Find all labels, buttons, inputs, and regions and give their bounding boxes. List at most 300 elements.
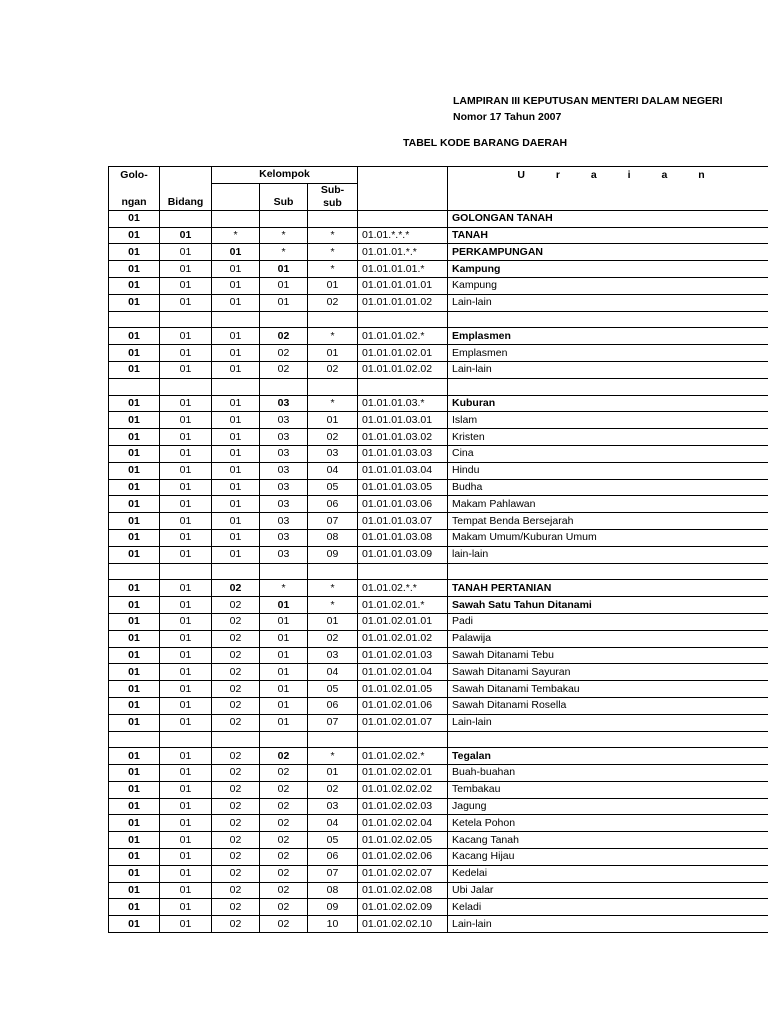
cell-subsub: * bbox=[308, 395, 358, 412]
cell-kelompok: 01 bbox=[212, 261, 260, 278]
cell-kode: 01.01.01.01.01 bbox=[358, 277, 448, 294]
cell-golongan: 01 bbox=[109, 597, 160, 614]
table-row bbox=[109, 580, 768, 597]
cell-bidang: 01 bbox=[160, 697, 212, 714]
cell-bidang: 01 bbox=[160, 529, 212, 546]
cell-subsub: 05 bbox=[308, 681, 358, 698]
cell-sub: 03 bbox=[260, 546, 308, 563]
cell-kelompok bbox=[212, 378, 260, 395]
cell-bidang: 01 bbox=[160, 865, 212, 882]
cell-kode: 01.01.01.03.04 bbox=[358, 462, 448, 479]
cell-kelompok: 01 bbox=[212, 345, 260, 362]
cell-kelompok: 01 bbox=[212, 479, 260, 496]
cell-kode: 01.01.02.02.07 bbox=[358, 865, 448, 882]
cell-kelompok: 01 bbox=[212, 513, 260, 530]
table-row bbox=[109, 462, 768, 479]
cell-kelompok: 02 bbox=[212, 714, 260, 731]
cell-sub: 01 bbox=[260, 261, 308, 278]
table-row bbox=[109, 361, 768, 378]
cell-golongan: 01 bbox=[109, 445, 160, 462]
cell-kode: 01.01.02.01.04 bbox=[358, 664, 448, 681]
table-row bbox=[109, 261, 768, 278]
cell-kelompok: 02 bbox=[212, 765, 260, 782]
cell-uraian: Buah-buahan bbox=[448, 765, 768, 782]
cell-uraian: Kacang Hijau bbox=[448, 849, 768, 866]
table-row bbox=[109, 563, 768, 580]
cell-golongan: 01 bbox=[109, 697, 160, 714]
cell-kode: 01.01.01.03.01 bbox=[358, 412, 448, 429]
cell-bidang: 01 bbox=[160, 815, 212, 832]
cell-uraian: Ubi Jalar bbox=[448, 882, 768, 899]
table-row bbox=[109, 395, 768, 412]
table-row bbox=[109, 479, 768, 496]
cell-kode: 01.01.02.01.02 bbox=[358, 630, 448, 647]
table-row bbox=[109, 798, 768, 815]
table-row bbox=[109, 865, 768, 882]
cell-subsub: * bbox=[308, 580, 358, 597]
cell-sub: 03 bbox=[260, 395, 308, 412]
cell-golongan: 01 bbox=[109, 630, 160, 647]
header-uraian: U r a i a n bbox=[448, 167, 768, 184]
cell-golongan bbox=[109, 311, 160, 328]
cell-golongan: 01 bbox=[109, 462, 160, 479]
cell-golongan: 01 bbox=[109, 395, 160, 412]
cell-kode: 01.01.02.01.05 bbox=[358, 681, 448, 698]
cell-golongan bbox=[109, 378, 160, 395]
cell-uraian bbox=[448, 563, 768, 580]
table-row bbox=[109, 210, 768, 227]
cell-uraian: Kampung bbox=[448, 261, 768, 278]
cell-golongan: 01 bbox=[109, 798, 160, 815]
cell-uraian: GOLONGAN TANAH bbox=[448, 210, 768, 227]
cell-kelompok bbox=[212, 731, 260, 748]
cell-bidang bbox=[160, 210, 212, 227]
cell-uraian: Makam Umum/Kuburan Umum bbox=[448, 529, 768, 546]
cell-bidang bbox=[160, 731, 212, 748]
cell-uraian: Sawah Ditanami Sayuran bbox=[448, 664, 768, 681]
cell-subsub: 02 bbox=[308, 361, 358, 378]
cell-uraian: lain-lain bbox=[448, 546, 768, 563]
cell-golongan: 01 bbox=[109, 412, 160, 429]
cell-golongan: 01 bbox=[109, 261, 160, 278]
header-kelompok-blank bbox=[212, 183, 260, 210]
cell-uraian: Sawah Ditanami Rosella bbox=[448, 697, 768, 714]
cell-golongan: 01 bbox=[109, 513, 160, 530]
cell-subsub: 02 bbox=[308, 630, 358, 647]
header-code-top bbox=[358, 167, 448, 184]
cell-golongan: 01 bbox=[109, 244, 160, 261]
cell-kelompok: 02 bbox=[212, 798, 260, 815]
cell-kode: 01.01.01.03.07 bbox=[358, 513, 448, 530]
cell-subsub: 01 bbox=[308, 277, 358, 294]
cell-golongan: 01 bbox=[109, 748, 160, 765]
cell-kelompok: 02 bbox=[212, 899, 260, 916]
cell-subsub: 08 bbox=[308, 529, 358, 546]
cell-sub: 01 bbox=[260, 630, 308, 647]
cell-subsub: * bbox=[308, 261, 358, 278]
cell-bidang: 01 bbox=[160, 361, 212, 378]
cell-bidang: 01 bbox=[160, 479, 212, 496]
cell-subsub: 03 bbox=[308, 798, 358, 815]
cell-subsub: 01 bbox=[308, 345, 358, 362]
cell-uraian: PERKAMPUNGAN bbox=[448, 244, 768, 261]
table-row bbox=[109, 445, 768, 462]
cell-sub: 02 bbox=[260, 328, 308, 345]
cell-uraian: Padi bbox=[448, 613, 768, 630]
cell-bidang: 01 bbox=[160, 832, 212, 849]
cell-bidang: 01 bbox=[160, 261, 212, 278]
cell-bidang: 01 bbox=[160, 798, 212, 815]
header-sub: Sub bbox=[260, 183, 308, 210]
cell-bidang: 01 bbox=[160, 429, 212, 446]
header-subsub bbox=[308, 183, 358, 210]
cell-golongan: 01 bbox=[109, 580, 160, 597]
header-uraian-cont bbox=[448, 183, 768, 210]
cell-kode: 01.01.02.02.03 bbox=[358, 798, 448, 815]
cell-subsub: 06 bbox=[308, 849, 358, 866]
cell-uraian: Emplasmen bbox=[448, 328, 768, 345]
cell-uraian: Kampung bbox=[448, 277, 768, 294]
table-row bbox=[109, 815, 768, 832]
cell-kelompok: 02 bbox=[212, 849, 260, 866]
cell-kelompok: 02 bbox=[212, 815, 260, 832]
cell-bidang: 01 bbox=[160, 630, 212, 647]
header-kelompok: Kelompok bbox=[212, 167, 358, 184]
cell-kode: 01.01.01.03.* bbox=[358, 395, 448, 412]
cell-golongan: 01 bbox=[109, 781, 160, 798]
cell-kelompok: 01 bbox=[212, 445, 260, 462]
cell-subsub: * bbox=[308, 597, 358, 614]
cell-golongan: 01 bbox=[109, 546, 160, 563]
cell-bidang: 01 bbox=[160, 613, 212, 630]
cell-uraian: Islam bbox=[448, 412, 768, 429]
cell-uraian: Kristen bbox=[448, 429, 768, 446]
cell-kelompok: 02 bbox=[212, 697, 260, 714]
cell-uraian: Lain-lain bbox=[448, 916, 768, 933]
cell-subsub bbox=[308, 731, 358, 748]
cell-golongan: 01 bbox=[109, 277, 160, 294]
cell-bidang: 01 bbox=[160, 781, 212, 798]
cell-kode bbox=[358, 311, 448, 328]
cell-kelompok: 02 bbox=[212, 832, 260, 849]
cell-subsub: 08 bbox=[308, 882, 358, 899]
cell-subsub bbox=[308, 210, 358, 227]
cell-subsub: 01 bbox=[308, 765, 358, 782]
cell-subsub: 09 bbox=[308, 899, 358, 916]
cell-bidang: 01 bbox=[160, 445, 212, 462]
cell-bidang: 01 bbox=[160, 580, 212, 597]
cell-golongan: 01 bbox=[109, 613, 160, 630]
cell-uraian: Kacang Tanah bbox=[448, 832, 768, 849]
cell-kode: 01.01.02.02.01 bbox=[358, 765, 448, 782]
cell-sub: 01 bbox=[260, 277, 308, 294]
cell-golongan: 01 bbox=[109, 714, 160, 731]
cell-kelompok: 02 bbox=[212, 647, 260, 664]
header-code bbox=[358, 183, 448, 210]
cell-sub: 02 bbox=[260, 865, 308, 882]
cell-uraian: Lain-lain bbox=[448, 361, 768, 378]
cell-uraian: Jagung bbox=[448, 798, 768, 815]
cell-sub: 03 bbox=[260, 496, 308, 513]
cell-uraian: TANAH PERTANIAN bbox=[448, 580, 768, 597]
cell-sub: 01 bbox=[260, 681, 308, 698]
cell-subsub: 06 bbox=[308, 697, 358, 714]
cell-sub: 02 bbox=[260, 849, 308, 866]
cell-golongan bbox=[109, 731, 160, 748]
cell-uraian bbox=[448, 311, 768, 328]
cell-sub: 01 bbox=[260, 647, 308, 664]
cell-sub: 03 bbox=[260, 412, 308, 429]
cell-bidang: 01 bbox=[160, 597, 212, 614]
cell-uraian: Keladi bbox=[448, 899, 768, 916]
cell-bidang: 01 bbox=[160, 899, 212, 916]
cell-sub: 01 bbox=[260, 697, 308, 714]
cell-kelompok: 02 bbox=[212, 865, 260, 882]
header-subsub-bottom: sub bbox=[323, 196, 342, 209]
cell-uraian: Lain-lain bbox=[448, 294, 768, 311]
cell-uraian: Sawah Ditanami Tebu bbox=[448, 647, 768, 664]
cell-kelompok: 01 bbox=[212, 429, 260, 446]
table-row bbox=[109, 731, 768, 748]
cell-kode: 01.01.01.03.03 bbox=[358, 445, 448, 462]
cell-kelompok: 01 bbox=[212, 395, 260, 412]
cell-subsub: 03 bbox=[308, 647, 358, 664]
cell-golongan: 01 bbox=[109, 345, 160, 362]
cell-kode: 01.01.*.*.* bbox=[358, 227, 448, 244]
cell-sub: 01 bbox=[260, 714, 308, 731]
header-line-1: LAMPIRAN III KEPUTUSAN MENTERI DALAM NEGERI bbox=[453, 95, 723, 107]
cell-sub bbox=[260, 563, 308, 580]
cell-bidang: 01 bbox=[160, 412, 212, 429]
cell-bidang: 01 bbox=[160, 277, 212, 294]
cell-kode: 01.01.01.03.09 bbox=[358, 546, 448, 563]
header-golongan: Golo- bbox=[109, 167, 160, 184]
cell-kelompok: 01 bbox=[212, 244, 260, 261]
cell-kelompok: 02 bbox=[212, 882, 260, 899]
cell-golongan: 01 bbox=[109, 529, 160, 546]
cell-bidang: 01 bbox=[160, 496, 212, 513]
cell-bidang: 01 bbox=[160, 664, 212, 681]
cell-kelompok: 02 bbox=[212, 748, 260, 765]
cell-kode: 01.01.01.02.* bbox=[358, 328, 448, 345]
cell-uraian: Tegalan bbox=[448, 748, 768, 765]
cell-golongan: 01 bbox=[109, 479, 160, 496]
cell-kelompok: 01 bbox=[212, 277, 260, 294]
cell-sub: 02 bbox=[260, 361, 308, 378]
cell-kode: 01.01.02.01.06 bbox=[358, 697, 448, 714]
table-row bbox=[109, 244, 768, 261]
cell-golongan: 01 bbox=[109, 865, 160, 882]
cell-subsub: 07 bbox=[308, 513, 358, 530]
cell-subsub: * bbox=[308, 748, 358, 765]
table-row bbox=[109, 748, 768, 765]
cell-subsub: 01 bbox=[308, 412, 358, 429]
table-row bbox=[109, 546, 768, 563]
cell-kode: 01.01.02.02.* bbox=[358, 748, 448, 765]
cell-subsub: 10 bbox=[308, 916, 358, 933]
header-row-1 bbox=[109, 167, 768, 184]
cell-kode: 01.01.01.01.02 bbox=[358, 294, 448, 311]
table-row bbox=[109, 513, 768, 530]
cell-bidang: 01 bbox=[160, 227, 212, 244]
table-row bbox=[109, 832, 768, 849]
cell-kode: 01.01.01.03.06 bbox=[358, 496, 448, 513]
cell-sub: 02 bbox=[260, 781, 308, 798]
cell-golongan: 01 bbox=[109, 294, 160, 311]
cell-kode: 01.01.02.01.01 bbox=[358, 613, 448, 630]
cell-golongan: 01 bbox=[109, 647, 160, 664]
cell-subsub: 03 bbox=[308, 445, 358, 462]
cell-sub: 02 bbox=[260, 916, 308, 933]
cell-kode: 01.01.02.02.02 bbox=[358, 781, 448, 798]
cell-subsub bbox=[308, 311, 358, 328]
kode-barang-table bbox=[108, 166, 768, 933]
table-row bbox=[109, 765, 768, 782]
cell-bidang bbox=[160, 311, 212, 328]
cell-sub: * bbox=[260, 244, 308, 261]
cell-kelompok: 01 bbox=[212, 412, 260, 429]
cell-uraian: Sawah Satu Tahun Ditanami bbox=[448, 597, 768, 614]
cell-subsub: 05 bbox=[308, 832, 358, 849]
cell-subsub bbox=[308, 563, 358, 580]
cell-kode: 01.01.02.02.05 bbox=[358, 832, 448, 849]
cell-kelompok bbox=[212, 311, 260, 328]
cell-sub: 01 bbox=[260, 294, 308, 311]
table-row bbox=[109, 697, 768, 714]
cell-subsub: 05 bbox=[308, 479, 358, 496]
cell-kelompok: 02 bbox=[212, 664, 260, 681]
cell-kode: 01.01.01.03.05 bbox=[358, 479, 448, 496]
cell-bidang: 01 bbox=[160, 345, 212, 362]
cell-kode: 01.01.02.*.* bbox=[358, 580, 448, 597]
cell-uraian: Sawah Ditanami Tembakau bbox=[448, 681, 768, 698]
cell-sub: 02 bbox=[260, 882, 308, 899]
cell-golongan: 01 bbox=[109, 899, 160, 916]
cell-uraian: Emplasmen bbox=[448, 345, 768, 362]
table-row bbox=[109, 597, 768, 614]
cell-subsub: 06 bbox=[308, 496, 358, 513]
cell-uraian bbox=[448, 731, 768, 748]
cell-kelompok: 02 bbox=[212, 916, 260, 933]
table-row bbox=[109, 311, 768, 328]
cell-golongan: 01 bbox=[109, 916, 160, 933]
cell-kelompok: * bbox=[212, 227, 260, 244]
cell-uraian: Kedelai bbox=[448, 865, 768, 882]
cell-sub: * bbox=[260, 227, 308, 244]
table-row bbox=[109, 429, 768, 446]
cell-bidang bbox=[160, 378, 212, 395]
cell-kode: 01.01.02.02.04 bbox=[358, 815, 448, 832]
cell-uraian: Cina bbox=[448, 445, 768, 462]
cell-sub: 02 bbox=[260, 748, 308, 765]
cell-kelompok: 02 bbox=[212, 781, 260, 798]
cell-subsub: 04 bbox=[308, 462, 358, 479]
cell-bidang: 01 bbox=[160, 647, 212, 664]
cell-kode: 01.01.01.02.01 bbox=[358, 345, 448, 362]
cell-kode: 01.01.01.03.02 bbox=[358, 429, 448, 446]
cell-subsub: 07 bbox=[308, 865, 358, 882]
cell-bidang: 01 bbox=[160, 546, 212, 563]
cell-sub bbox=[260, 731, 308, 748]
cell-kode: 01.01.02.01.07 bbox=[358, 714, 448, 731]
table-row bbox=[109, 916, 768, 933]
table-title: TABEL KODE BARANG DAERAH bbox=[403, 137, 568, 149]
table-row bbox=[109, 882, 768, 899]
cell-subsub: 09 bbox=[308, 546, 358, 563]
cell-sub: 02 bbox=[260, 765, 308, 782]
cell-uraian: Tembakau bbox=[448, 781, 768, 798]
table-row bbox=[109, 714, 768, 731]
cell-bidang bbox=[160, 563, 212, 580]
cell-subsub: 04 bbox=[308, 815, 358, 832]
table-row bbox=[109, 378, 768, 395]
cell-uraian: Budha bbox=[448, 479, 768, 496]
cell-sub: 03 bbox=[260, 513, 308, 530]
cell-subsub: * bbox=[308, 328, 358, 345]
cell-sub: * bbox=[260, 580, 308, 597]
cell-sub bbox=[260, 378, 308, 395]
cell-kelompok: 01 bbox=[212, 462, 260, 479]
cell-kelompok: 02 bbox=[212, 613, 260, 630]
cell-uraian: Ketela Pohon bbox=[448, 815, 768, 832]
cell-kode: 01.01.02.01.03 bbox=[358, 647, 448, 664]
table-row bbox=[109, 529, 768, 546]
cell-kode bbox=[358, 563, 448, 580]
cell-uraian: Kuburan bbox=[448, 395, 768, 412]
cell-kelompok: 02 bbox=[212, 580, 260, 597]
cell-bidang: 01 bbox=[160, 748, 212, 765]
table-row bbox=[109, 412, 768, 429]
cell-bidang: 01 bbox=[160, 765, 212, 782]
table-row bbox=[109, 613, 768, 630]
cell-sub: 03 bbox=[260, 429, 308, 446]
cell-subsub: 02 bbox=[308, 429, 358, 446]
cell-subsub: 01 bbox=[308, 613, 358, 630]
cell-kelompok bbox=[212, 563, 260, 580]
cell-golongan: 01 bbox=[109, 496, 160, 513]
table-row bbox=[109, 681, 768, 698]
cell-uraian: Hindu bbox=[448, 462, 768, 479]
cell-sub: 01 bbox=[260, 664, 308, 681]
table-row bbox=[109, 294, 768, 311]
cell-uraian: TANAH bbox=[448, 227, 768, 244]
document-header bbox=[453, 93, 763, 125]
cell-golongan: 01 bbox=[109, 765, 160, 782]
cell-bidang: 01 bbox=[160, 882, 212, 899]
cell-kelompok: 01 bbox=[212, 361, 260, 378]
cell-golongan: 01 bbox=[109, 815, 160, 832]
cell-bidang: 01 bbox=[160, 395, 212, 412]
cell-kelompok: 01 bbox=[212, 546, 260, 563]
cell-bidang: 01 bbox=[160, 513, 212, 530]
table-row bbox=[109, 664, 768, 681]
cell-uraian: Tempat Benda Bersejarah bbox=[448, 513, 768, 530]
cell-kelompok: 02 bbox=[212, 681, 260, 698]
cell-sub: 02 bbox=[260, 345, 308, 362]
table-row bbox=[109, 277, 768, 294]
cell-kode: 01.01.01.03.08 bbox=[358, 529, 448, 546]
cell-sub: 03 bbox=[260, 445, 308, 462]
cell-kelompok: 01 bbox=[212, 496, 260, 513]
cell-bidang: 01 bbox=[160, 916, 212, 933]
cell-kode: 01.01.02.02.06 bbox=[358, 849, 448, 866]
cell-bidang: 01 bbox=[160, 714, 212, 731]
cell-golongan: 01 bbox=[109, 429, 160, 446]
cell-golongan: 01 bbox=[109, 227, 160, 244]
cell-bidang: 01 bbox=[160, 328, 212, 345]
cell-kelompok: 01 bbox=[212, 328, 260, 345]
cell-subsub: * bbox=[308, 227, 358, 244]
